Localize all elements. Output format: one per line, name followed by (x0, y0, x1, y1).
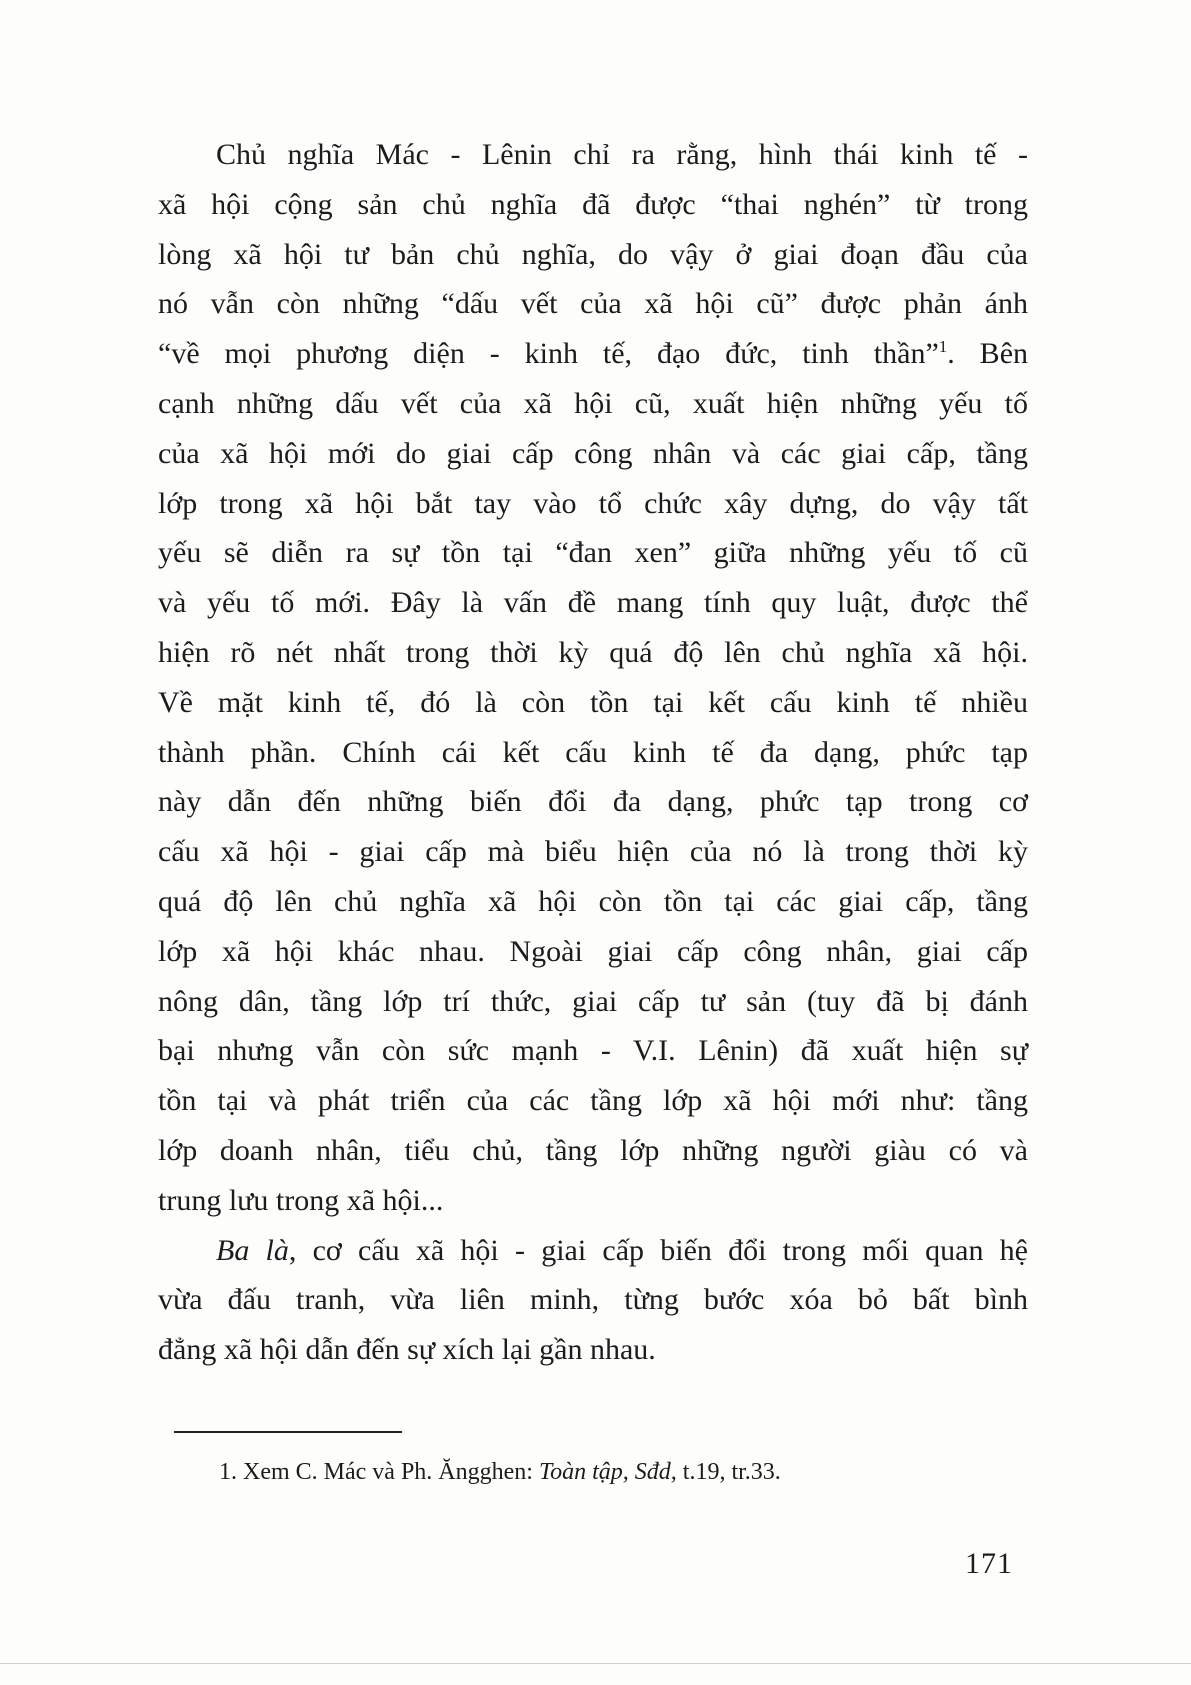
paragraph-1-line: lớp doanh nhân, tiểu chủ, tầng lớp những người giàu có và (158, 1133, 1028, 1167)
footnote (219, 1457, 781, 1487)
paragraph-1-line: này dẫn đến những biến đổi đa dạng, phức tạp trong cơ (158, 785, 1028, 819)
paragraph-2-lead: Ba là (216, 1233, 289, 1267)
paragraph-1-line-with-footnote (158, 329, 1028, 379)
paragraph-2-first-line (158, 1226, 1028, 1276)
footnote-divider (174, 1431, 402, 1433)
paragraph-1-line: tồn tại và phát triển của các tầng lớp xã hội mới như: tầng (158, 1084, 1028, 1118)
footnote-title: Toàn tập, Sđd, (538, 1459, 677, 1485)
paragraph-1-line: bại nhưng vẫn còn sức mạnh - V.I. Lênin) đã xuất hiện sự (158, 1034, 1028, 1068)
paragraph-1-line: yếu sẽ diễn ra sự tồn tại “đan xen” giữa những yếu tố cũ (158, 536, 1028, 570)
paragraph-2-line: vừa đấu tranh, vừa liên minh, từng bước xóa bỏ bất bình (158, 1283, 1028, 1317)
paragraph-1-line: và yếu tố mới. Đây là vấn đề mang tính quy luật, được thể (158, 586, 1028, 620)
page-number: 171 (965, 1547, 1013, 1580)
paragraph-1-line: Về mặt kinh tế, đó là còn tồn tại kết cấu kinh tế nhiều (158, 685, 1028, 719)
paragraph-1-line: quá độ lên chủ nghĩa xã hội còn tồn tại các giai cấp, tầng (158, 884, 1028, 918)
paragraph-1-line: Chủ nghĩa Mác - Lênin chỉ ra rằng, hình thái kinh tế - (216, 138, 1028, 171)
paragraph-1-line-text: “về mọi phương diện - kinh tế, đạo đức, tinh thần” (158, 337, 939, 371)
body-text (158, 130, 1028, 1375)
paragraph-2-line-rest: , cơ cấu xã hội - giai cấp biến đổi trong mối quan hệ (288, 1233, 1028, 1267)
paragraph-1-line: hiện rõ nét nhất trong thời kỳ quá độ lên chủ nghĩa xã hội. (158, 635, 1028, 669)
paragraph-1-line: lòng xã hội tư bản chủ nghĩa, do vậy ở giai đoạn đầu của (158, 237, 1028, 271)
paragraph-1-line: nông dân, tầng lớp trí thức, giai cấp tư sản (tuy đã bị đánh (158, 984, 1028, 1018)
footnote-reference[interactable]: 1 (938, 337, 948, 357)
footnote-suffix: t.19, tr.33. (676, 1459, 781, 1485)
footnote-prefix: 1. Xem C. Mác và Ph. Ăngghen: (219, 1459, 539, 1485)
paragraph-1-line: của xã hội mới do giai cấp công nhân và các giai cấp, tầng (158, 436, 1028, 470)
paragraph-1-line: cạnh những dấu vết của xã hội cũ, xuất hiện những yếu tố (158, 386, 1028, 420)
paragraph-1-line: lớp xã hội khác nhau. Ngoài giai cấp công nhân, giai cấp (158, 934, 1028, 968)
page-bottom-edge (0, 1663, 1191, 1664)
paragraph-1-line: nó vẫn còn những “dấu vết của xã hội cũ” được phản ánh (158, 287, 1028, 321)
paragraph-1-line-tail: . Bên (947, 337, 1029, 371)
paragraph-1-line: lớp trong xã hội bắt tay vào tổ chức xây dựng, do vậy tất (158, 486, 1028, 520)
paragraph-1-line: thành phần. Chính cái kết cấu kinh tế đa dạng, phức tạp (158, 735, 1028, 769)
paragraph-1-line: cấu xã hội - giai cấp mà biểu hiện của nó là trong thời kỳ (158, 835, 1028, 869)
paragraph-1-line: trung lưu trong xã hội... (158, 1183, 444, 1217)
paragraph-2-line: đẳng xã hội dẫn đến sự xích lại gần nhau. (158, 1333, 656, 1367)
paragraph-1-line: xã hội cộng sản chủ nghĩa đã được “thai nghén” từ trong (158, 187, 1028, 221)
